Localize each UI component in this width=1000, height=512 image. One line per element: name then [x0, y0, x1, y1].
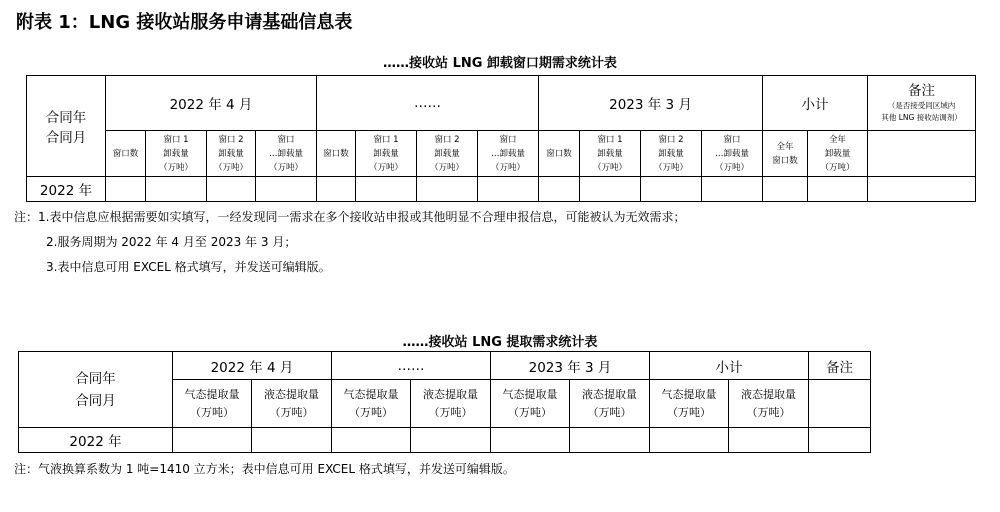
sub-header-window-count: 窗口数 — [317, 131, 356, 177]
document-title: 附表 1：LNG 接收站服务申请基础信息表 — [16, 12, 353, 33]
data-cell[interactable] — [411, 428, 491, 453]
row-header-month-label: 合同月 — [75, 392, 116, 409]
remark-sub-cell — [868, 131, 976, 177]
group-header-end-month: 2023 年 3 月 — [491, 352, 650, 380]
sub-header-window-count: 窗口数 — [539, 131, 580, 177]
data-cell[interactable] — [207, 177, 256, 202]
row-header-year-label: 合同年 — [45, 110, 87, 126]
sub-header-window-count: 窗口数 — [106, 131, 146, 177]
sub-header-liquid-extraction: 液态提取量 （万吨） — [252, 380, 332, 428]
sub-header-window1-volume: 窗口 1 卸载量 （万吨） — [146, 131, 207, 177]
data-cell[interactable] — [539, 177, 580, 202]
row-header-cell — [19, 352, 173, 428]
unloading-window-table — [26, 75, 976, 202]
data-cell[interactable] — [650, 428, 729, 453]
data-cell[interactable] — [256, 177, 317, 202]
table1-note-2: 2.服务周期为 2022 年 4 月至 2023 年 3 月； — [46, 235, 297, 249]
data-cell[interactable] — [173, 428, 252, 453]
data-cell[interactable] — [702, 177, 763, 202]
remark-header — [868, 76, 976, 131]
extraction-demand-table — [18, 351, 871, 453]
row-header-year-label: 合同年 — [75, 370, 116, 387]
sub-header-liquid-extraction: 液态提取量 （万吨） — [729, 380, 809, 428]
group-header-start-month: 2022 年 4 月 — [106, 76, 317, 131]
remark-title: 备注 — [908, 83, 936, 99]
group-header-ellipsis: …… — [317, 76, 539, 131]
table2-title: ……接收站 LNG 提取需求统计表 — [402, 335, 598, 350]
remark-sub-cell — [809, 380, 871, 428]
table2-note-1: 注：气液换算系数为 1 吨=1410 立方米；表中信息可用 EXCEL 格式填写，并发送可编辑版。 — [14, 462, 515, 476]
data-cell[interactable] — [106, 177, 146, 202]
sub-header-window2-volume: 窗口 2 卸载量 （万吨） — [207, 131, 256, 177]
row-header-cell — [27, 76, 106, 177]
table-row-year: 2022 年 — [19, 428, 173, 453]
table-row-year: 2022 年 — [27, 177, 106, 202]
table1-note-1: 注：1.表中信息应根据需要如实填写，一经发现同一需求在多个接收站申报或其他明显不合理申报信息，可能被认为无效需求； — [14, 210, 686, 224]
sub-header-windown-volume: 窗口 …卸载量 （万吨） — [702, 131, 763, 177]
data-cell[interactable] — [868, 177, 976, 202]
remark-note-line1: （是否接受同区域内 — [887, 101, 956, 110]
sub-header-annual-volume: 全年 卸载量 （万吨） — [808, 131, 868, 177]
remark-header: 备注 — [809, 352, 871, 380]
sub-header-liquid-extraction: 液态提取量 （万吨） — [411, 380, 491, 428]
data-cell[interactable] — [332, 428, 411, 453]
sub-header-windown-volume: 窗口 …卸载量 （万吨） — [478, 131, 539, 177]
data-cell[interactable] — [317, 177, 356, 202]
sub-header-window1-volume: 窗口 1 卸载量 （万吨） — [356, 131, 417, 177]
group-header-start-month: 2022 年 4 月 — [173, 352, 332, 380]
sub-header-gas-extraction: 气态提取量 （万吨） — [650, 380, 729, 428]
data-cell[interactable] — [252, 428, 332, 453]
data-cell[interactable] — [808, 177, 868, 202]
sub-header-gas-extraction: 气态提取量 （万吨） — [173, 380, 252, 428]
group-header-ellipsis: …… — [332, 352, 491, 380]
data-cell[interactable] — [417, 177, 478, 202]
table1-note-3: 3.表中信息可用 EXCEL 格式填写，并发送可编辑版。 — [46, 260, 331, 274]
data-cell[interactable] — [356, 177, 417, 202]
sub-header-windown-volume: 窗口 …卸载量 （万吨） — [256, 131, 317, 177]
data-cell[interactable] — [580, 177, 641, 202]
table1-title: ……接收站 LNG 卸载窗口期需求统计表 — [383, 56, 617, 71]
sub-header-gas-extraction: 气态提取量 （万吨） — [332, 380, 411, 428]
sub-header-gas-extraction: 气态提取量 （万吨） — [491, 380, 570, 428]
data-cell[interactable] — [491, 428, 570, 453]
remark-note-line2: 其他 LNG 接收站调剂） — [881, 113, 962, 122]
sub-header-window2-volume: 窗口 2 卸载量 （万吨） — [417, 131, 478, 177]
data-cell[interactable] — [729, 428, 809, 453]
data-cell[interactable] — [809, 428, 871, 453]
data-cell[interactable] — [146, 177, 207, 202]
row-header-month-label: 合同月 — [45, 130, 87, 146]
group-header-subtotal: 小计 — [763, 76, 868, 131]
data-cell[interactable] — [763, 177, 808, 202]
data-cell[interactable] — [570, 428, 650, 453]
sub-header-liquid-extraction: 液态提取量 （万吨） — [570, 380, 650, 428]
sub-header-annual-window-count: 全年 窗口数 — [763, 131, 808, 177]
group-header-end-month: 2023 年 3 月 — [539, 76, 763, 131]
sub-header-window1-volume: 窗口 1 卸载量 （万吨） — [580, 131, 641, 177]
sub-header-window2-volume: 窗口 2 卸载量 （万吨） — [641, 131, 702, 177]
data-cell[interactable] — [641, 177, 702, 202]
data-cell[interactable] — [478, 177, 539, 202]
group-header-subtotal: 小计 — [650, 352, 809, 380]
